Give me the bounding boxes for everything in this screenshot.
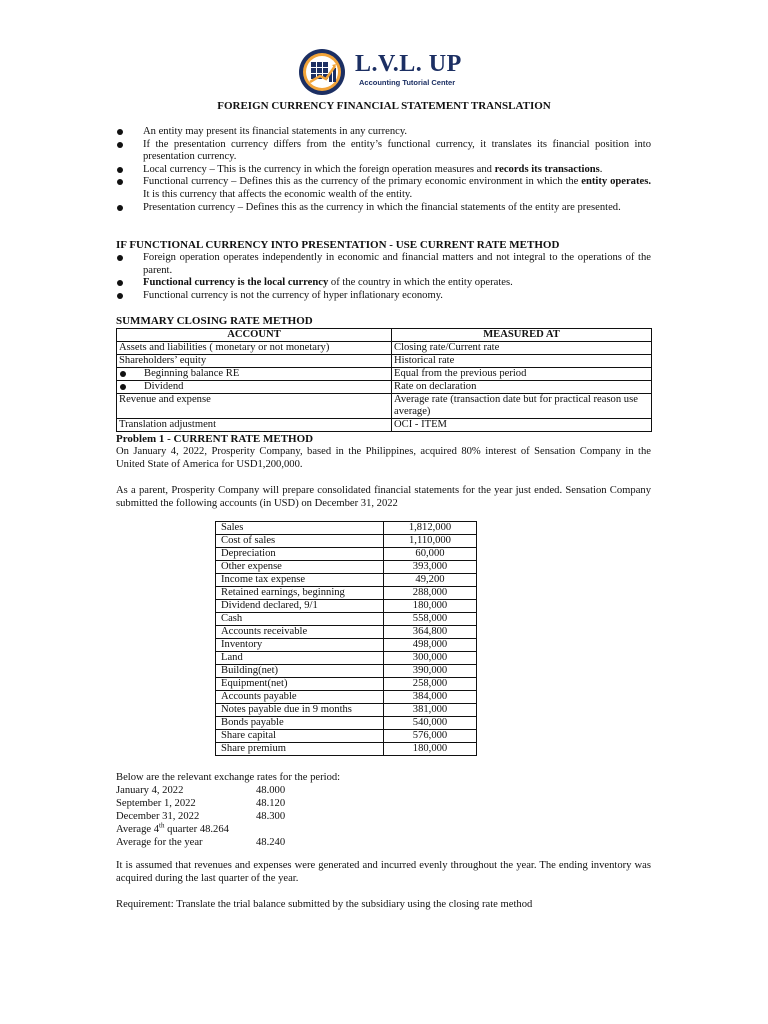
list-item: Functional currency – Defines this as the currency of the primary economic environment in which the entity operates. It is this currency that affects the economic wealth of the entity. (116, 176, 651, 201)
page-title: FOREIGN CURRENCY FINANCIAL STATEMENT TRANSLATION (217, 100, 551, 112)
account-cell: Cost of sales (216, 535, 384, 548)
rates-intro: Below are the relevant exchange rates for the period: (116, 772, 341, 783)
rate-row: December 31, 2022 48.300 (116, 811, 286, 822)
rate-row: Average for the year 48.240 (116, 837, 286, 848)
table-row (216, 561, 477, 574)
column-header: ACCOUNT (117, 329, 392, 342)
table-row (216, 743, 477, 756)
table-row (216, 639, 477, 652)
amount-cell: 180,000 (384, 600, 477, 613)
amount-cell: 288,000 (384, 587, 477, 600)
table-row (216, 613, 477, 626)
account-cell: Dividend (117, 381, 392, 394)
account-cell: Share premium (216, 743, 384, 756)
logo-emblem-icon (298, 48, 346, 96)
summary-table (116, 328, 652, 432)
summary-heading: SUMMARY CLOSING RATE METHOD (116, 315, 313, 327)
logo-title: L.V.L. UP (355, 51, 462, 77)
amount-cell: 49,200 (384, 574, 477, 587)
account-cell: Cash (216, 613, 384, 626)
assumption-paragraph: It is assumed that revenues and expenses were generated and incurred evenly throughout the year. The ending inventory was acquired during the last quarter of the year. (116, 860, 651, 884)
bullet-icon (120, 371, 126, 377)
table-header-row (117, 329, 652, 342)
table-row (216, 678, 477, 691)
measured-cell: Closing rate/Current rate (392, 342, 652, 355)
table-row (117, 419, 652, 432)
account-cell: Bonds payable (216, 717, 384, 730)
account-cell: Inventory (216, 639, 384, 652)
problem-heading: Problem 1 - CURRENT RATE METHOD (116, 433, 314, 445)
account-cell: Dividend declared, 9/1 (216, 600, 384, 613)
table-row (216, 574, 477, 587)
rate-row: September 1, 2022 48.120 (116, 798, 286, 809)
table-row (216, 704, 477, 717)
amount-cell: 1,110,000 (384, 535, 477, 548)
list-item: An entity may present its financial statements in any currency. (116, 126, 651, 139)
bullet-icon (117, 129, 123, 135)
account-cell: Accounts receivable (216, 626, 384, 639)
account-cell: Land (216, 652, 384, 665)
measured-cell: Rate on declaration (392, 381, 652, 394)
bullet-icon (117, 179, 123, 185)
table-row (216, 717, 477, 730)
problem-paragraph: As a parent, Prosperity Company will prepare consolidated financial statements for the year just ended. Sensation Company submitted the following accounts (in USD) on December 31, 2022 (116, 485, 651, 509)
measured-cell: OCI - ITEM (392, 419, 652, 432)
account-cell: Revenue and expense (117, 394, 392, 419)
account-cell: Retained earnings, beginning (216, 587, 384, 600)
amount-cell: 381,000 (384, 704, 477, 717)
list-item: Presentation currency – Defines this as the currency in which the financial statements of the entity are presented. (116, 202, 651, 215)
amount-cell: 498,000 (384, 639, 477, 652)
table-row (216, 626, 477, 639)
account-cell: Shareholders’ equity (117, 355, 392, 368)
account-cell: Assets and liabilities ( monetary or not monetary) (117, 342, 392, 355)
logo-subtitle: Accounting Tutorial Center (359, 78, 456, 87)
problem-paragraph: On January 4, 2022, Prosperity Company, based in the Philippines, acquired 80% interest of Sensation Company in the United State of America for USD1,200,000. (116, 446, 651, 470)
amount-cell: 364,800 (384, 626, 477, 639)
amount-cell: 384,000 (384, 691, 477, 704)
list-item: Functional currency is not the currency of hyper inflationary economy. (116, 290, 651, 303)
table-row (216, 600, 477, 613)
amount-cell: 393,000 (384, 561, 477, 574)
amount-cell: 258,000 (384, 678, 477, 691)
account-cell: Accounts payable (216, 691, 384, 704)
intro-bullet-list (116, 126, 651, 214)
method-bullet-list (116, 252, 651, 302)
account-cell: Translation adjustment (117, 419, 392, 432)
account-cell: Building(net) (216, 665, 384, 678)
table-row (216, 730, 477, 743)
rate-row: Average 4th quarter 48.264 (116, 821, 229, 835)
section-heading: IF FUNCTIONAL CURRENCY INTO PRESENTATION - USE CURRENT RATE METHOD (116, 239, 560, 251)
exchange-rates (116, 772, 416, 850)
table-row (216, 691, 477, 704)
table-row (216, 665, 477, 678)
table-row (117, 381, 652, 394)
table-row (117, 368, 652, 381)
list-item: Local currency – This is the currency in which the foreign operation measures and records its transactions. (116, 164, 651, 177)
measured-cell: Equal from the previous period (392, 368, 652, 381)
measured-cell: Average rate (transaction date but for practical reason use average) (392, 394, 652, 419)
list-item: If the presentation currency differs from the entity’s functional currency, it translates its financial position into presentation currency. (116, 139, 651, 164)
table-row (117, 355, 652, 368)
bullet-icon (117, 205, 123, 211)
brand-logo (298, 48, 478, 98)
account-cell: Notes payable due in 9 months (216, 704, 384, 717)
account-cell: Beginning balance RE (117, 368, 392, 381)
list-item: Foreign operation operates independently in economic and financial matters and not integral to the operations of the parent. (116, 252, 651, 277)
account-cell: Equipment(net) (216, 678, 384, 691)
account-cell: Sales (216, 522, 384, 535)
list-item: Functional currency is the local currency of the country in which the entity operates. (116, 277, 651, 290)
amount-cell: 180,000 (384, 743, 477, 756)
table-row (216, 652, 477, 665)
measured-cell: Historical rate (392, 355, 652, 368)
table-row (117, 342, 652, 355)
bullet-icon (117, 142, 123, 148)
trial-balance-table (215, 521, 477, 756)
account-cell: Other expense (216, 561, 384, 574)
bullet-icon (117, 280, 123, 286)
rate-row: January 4, 2022 48.000 (116, 785, 286, 796)
bullet-icon (117, 167, 123, 173)
column-header: MEASURED AT (392, 329, 652, 342)
account-cell: Depreciation (216, 548, 384, 561)
account-cell: Share capital (216, 730, 384, 743)
table-row (216, 535, 477, 548)
amount-cell: 558,000 (384, 613, 477, 626)
account-cell: Income tax expense (216, 574, 384, 587)
amount-cell: 576,000 (384, 730, 477, 743)
table-row (117, 394, 652, 419)
requirement-paragraph: Requirement: Translate the trial balance submitted by the subsidiary using the closing rate method (116, 899, 533, 910)
amount-cell: 300,000 (384, 652, 477, 665)
table-row (216, 587, 477, 600)
amount-cell: 540,000 (384, 717, 477, 730)
table-row (216, 522, 477, 535)
table-row (216, 548, 477, 561)
bullet-icon (117, 293, 123, 299)
amount-cell: 1,812,000 (384, 522, 477, 535)
amount-cell: 60,000 (384, 548, 477, 561)
amount-cell: 390,000 (384, 665, 477, 678)
bullet-icon (117, 255, 123, 261)
bullet-icon (120, 384, 126, 390)
